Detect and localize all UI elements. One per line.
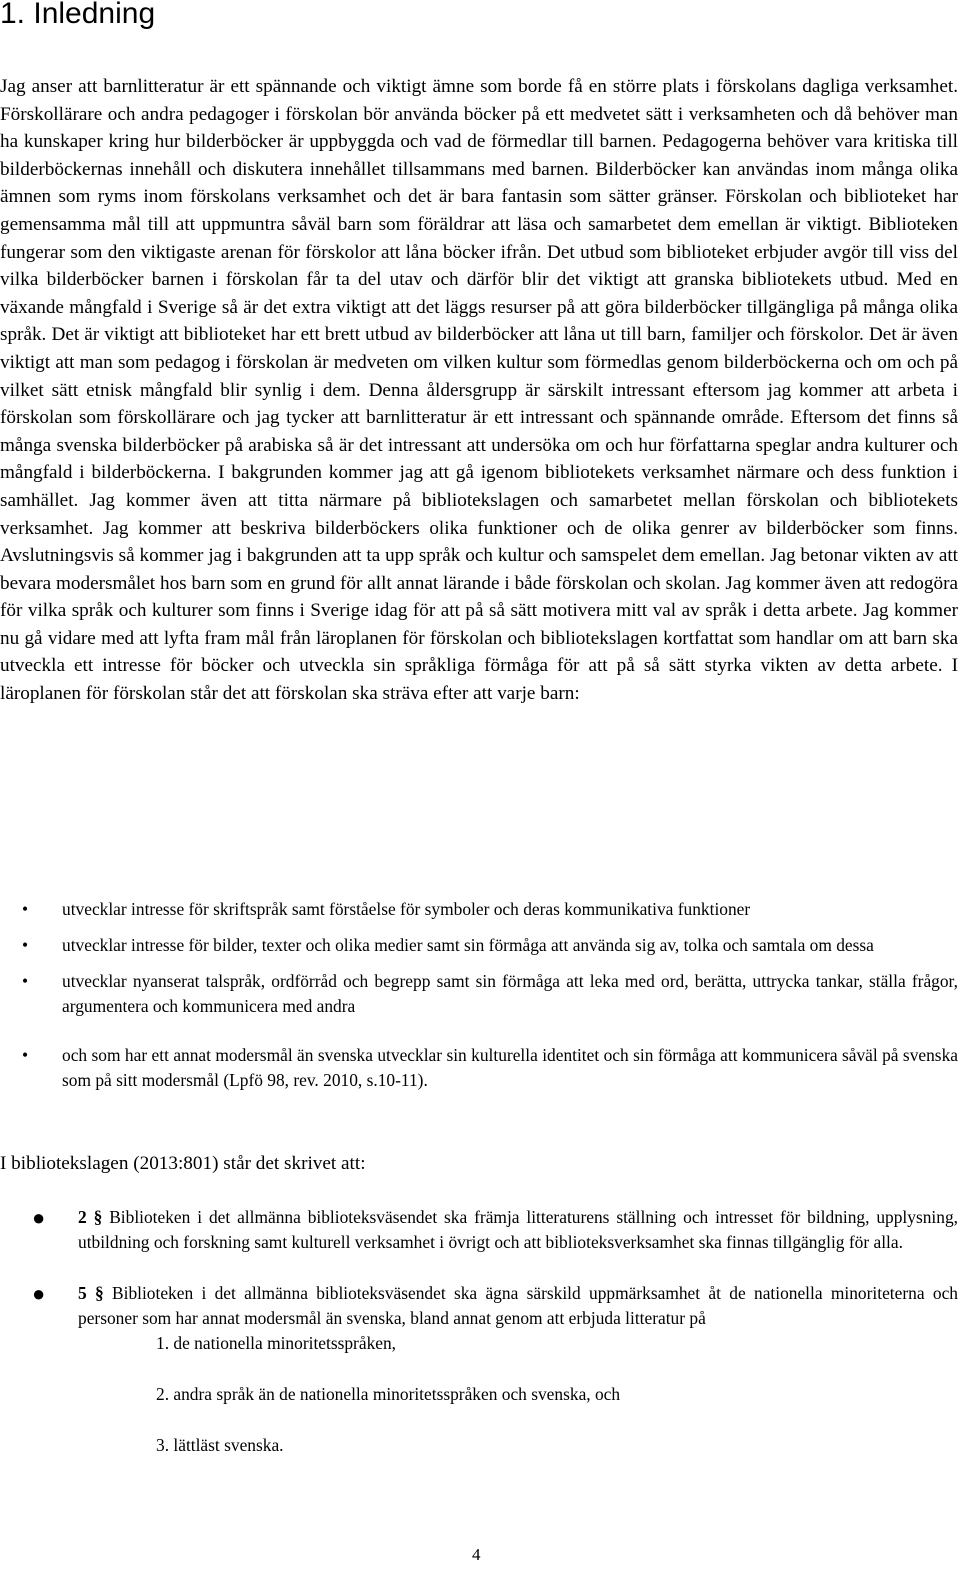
curriculum-goals-list: [0, 897, 958, 1093]
page-number: 4: [472, 1545, 481, 1564]
bullet-marker: ●: [32, 1205, 46, 1230]
list-item: [0, 1043, 958, 1093]
bullet-marker: •: [22, 935, 29, 955]
section-text: Biblioteken i det allmänna biblioteksväsendet ska främja litteraturens ställning och intresset för bildning, upplysning, utbildning och forskning samt kulturell verksamhet i övrigt och att biblioteksverksamhet ska finnas tillgänglig för alla.: [78, 1207, 958, 1252]
section-5-sub-list: [78, 1331, 958, 1458]
sub-list-item: 2. andra språk än de nationella minoritetsspråken och svenska, och: [156, 1384, 621, 1404]
law-section-2: [0, 1205, 958, 1255]
law-section-5: [0, 1281, 958, 1458]
bullet-marker: •: [22, 1045, 29, 1065]
bullet-marker: •: [22, 971, 29, 991]
list-item-text: utvecklar intresse för skriftspråk samt förståelse för symboler och deras kommunikativa funktioner: [62, 899, 751, 919]
section-heading: 1. Inledning: [0, 0, 156, 30]
section-number: 5 §: [78, 1283, 104, 1303]
list-item-text: och som har ett annat modersmål än svenska utvecklar sin kulturella identitet och sin förmåga att kommunicera såväl på svenska som på sitt modersmål (Lpfö 98, rev. 2010, s.10-11).: [62, 1045, 958, 1090]
bullet-marker: ●: [32, 1281, 46, 1306]
library-law-list: [0, 1205, 958, 1458]
list-item-text: utvecklar intresse för bilder, texter och olika medier samt sin förmåga att använda sig av, tolka och samtala om dessa: [62, 935, 874, 955]
list-item: [0, 933, 958, 958]
list-item: [0, 969, 958, 1019]
intro-sentence-group-1: Jag anser att barnlitteratur är ett spännande och viktigt ämne som borde få en större plats i förskolans dagliga verksamhet. Förskollärare och andra pedagoger i förskolan bör använda böcker på ett medvetet sätt i verksamheten och då behöver man ha kunskaper kring hur bilderböcker är uppbyggda och vad de förmedlar till barnen.: [0, 76, 958, 153]
section-text: Biblioteken i det allmänna biblioteksväsendet ska ägna särskild uppmärksamhet åt de nationella minoriteterna och personer som har annat modersmål än svenska, bland annat genom att erbjuda litteratur på: [78, 1283, 958, 1328]
list-item-text: utvecklar nyanserat talspråk, ordförråd och begrepp samt sin förmåga att leka med ord, berätta, uttrycka tankar, ställa frågor, argumentera och kommunicera med andra: [62, 971, 958, 1016]
intro-paragraph: [0, 73, 958, 708]
library-law-intro: I bibliotekslagen (2013:801) står det skrivet att:: [0, 1153, 366, 1174]
list-item: [0, 897, 958, 922]
bullet-marker: •: [22, 899, 29, 919]
sub-list-item: 3. lättläst svenska.: [156, 1435, 284, 1455]
sub-list-item: 1. de nationella minoritetsspråken,: [156, 1333, 397, 1353]
section-number: 2 §: [78, 1207, 103, 1227]
intro-sentence-group-2: Pedagogerna behöver vara kritiska till bilderböckernas innehåll och diskutera innehållet tillsammans med barnen. Bilderböcker kan användas inom många olika ämnen som ryms inom förskolans verksamhet och det är bara fantasin som sätter gränser. Förskolan och biblioteket har gemensamma mål till att uppmuntra såväl barn som föräldrar att läsa och samarbetet dem emellan är viktigt. Biblioteken fungerar som den viktigaste arenan för förskolor att låna böcker ifrån. Det utbud som biblioteket erbjuder avgör till viss del vilka bilderböcker barnen i förskolan får ta del utav och därför blir det viktigt att granska bibliotekets utbud. Med en växande mångfald i Sverige så är det extra viktigt att det läggs resurser på att göra bilderböcker tillgängliga på många olika språk. Det är viktigt att biblioteket har ett brett utbud av bilderböcker att låna ut till barn, familjer och förskolor. Det är även viktigt att man som pedagog i förskolan är medveten om vilken kultur som förmedlas genom bilderböckerna och om och på vilket sätt etnisk mångfald blir synlig i dem. Denna åldersgrupp är särskilt intressant eftersom jag kommer att arbeta i förskolan som förskollärare och jag tycker att barnlitteratur är ett intressant och spännande område. Eftersom det finns så många svenska bilderböcker på arabiska så är det intressant att undersöka om och hur författarna speglar andra kulturer och mångfald i bilderböckerna. I bakgrunden kommer jag att gå igenom bibliotekets verksamhet närmare och dess funktion i samhället. Jag kommer även att titta närmare på bibliotekslagen och samarbetet mellan förskolan och bibliotekets verksamhet. Jag kommer att beskriva bilderböckers olika funktioner och de olika genrer av bilderböcker som finns. Avslutningsvis så kommer jag i bakgrunden att ta upp språk och kultur och samspelet dem emellan. Jag betonar vikten av att bevara modersmålet hos barn som en grund för allt annat lärande i både förskolan och skolan. Jag kommer även att redogöra för vilka språk och kulturer som finns i Sverige idag för att på så sätt motivera mitt val av språk i detta arbete. Jag kommer nu gå vidare med att lyfta fram mål från läroplanen för förskolan och bibliotekslagen kortfattat som handlar om att barn ska utveckla ett intresse för böcker och utveckla sin språkliga förmåga för att på så sätt styrka vikten av detta arbete. I läroplanen för förskolan står det att förskolan ska sträva efter att varje barn:: [0, 131, 958, 705]
